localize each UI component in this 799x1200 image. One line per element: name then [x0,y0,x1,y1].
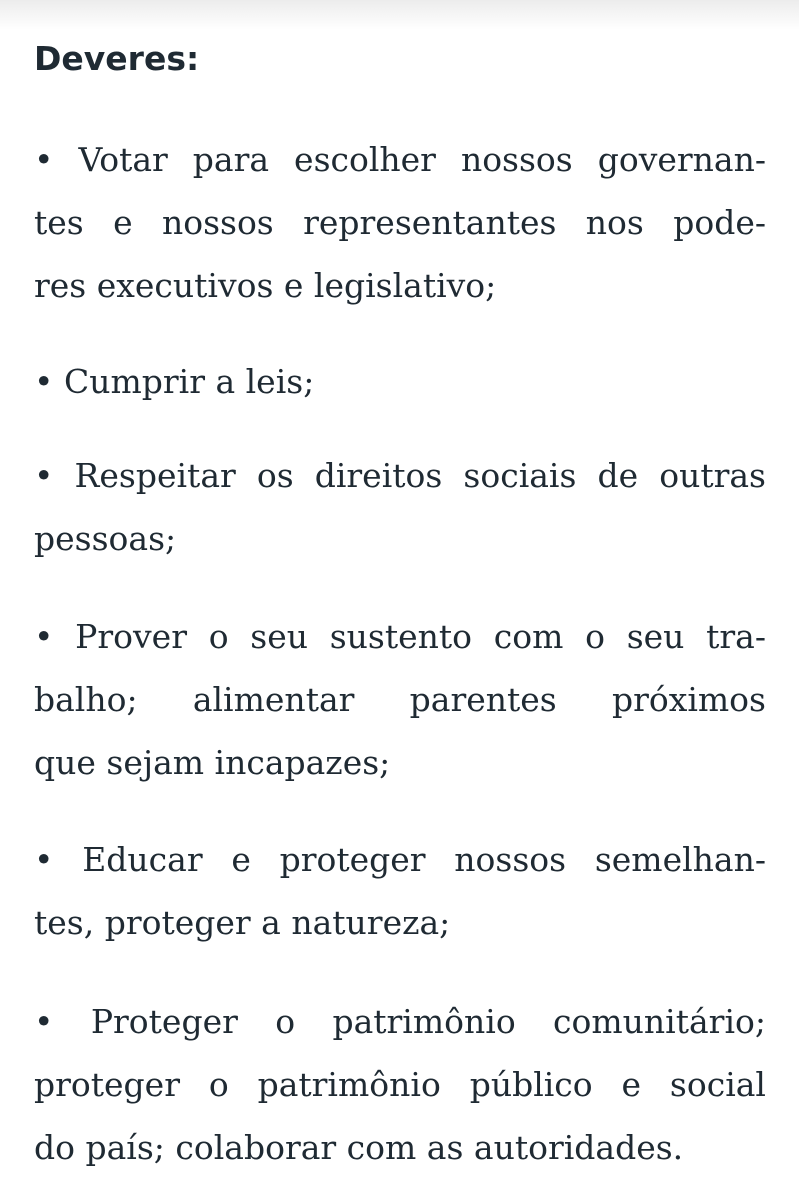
list-item-line: • Educar e proteger nossos semelhan- [34,840,766,879]
list-item-laws [34,350,766,413]
list-item-line: • Cumprir a leis; [34,362,315,401]
list-item-line: balho; alimentar parentes próximos [34,680,766,719]
section-heading: Deveres: [34,39,200,78]
list-item-line: tes, proteger a natureza; [34,903,451,942]
list-item-line: • Respeitar os direitos sociais de outras [34,456,766,495]
top-shadow [0,0,799,30]
list-item-vote [34,128,766,317]
list-item-heritage [34,990,766,1179]
list-item-line: res executivos e legislativo; [34,266,497,305]
list-item-line: • Proteger o patrimônio comunitário; [34,1002,766,1041]
list-item-line: proteger o patrimônio público e social [34,1065,766,1104]
list-item-line: do país; colaborar com as autoridades. [34,1128,684,1167]
list-item-line: • Votar para escolher nossos governan- [34,140,766,179]
list-item-line: tes e nossos representantes nos pode- [34,203,766,242]
list-item-line: • Prover o seu sustento com o seu tra- [34,617,766,656]
list-item-respect [34,444,766,570]
list-item-line: que sejam incapazes; [34,743,391,782]
list-item-educate [34,828,766,954]
list-item-line: pessoas; [34,519,177,558]
list-item-sustenance [34,605,766,794]
